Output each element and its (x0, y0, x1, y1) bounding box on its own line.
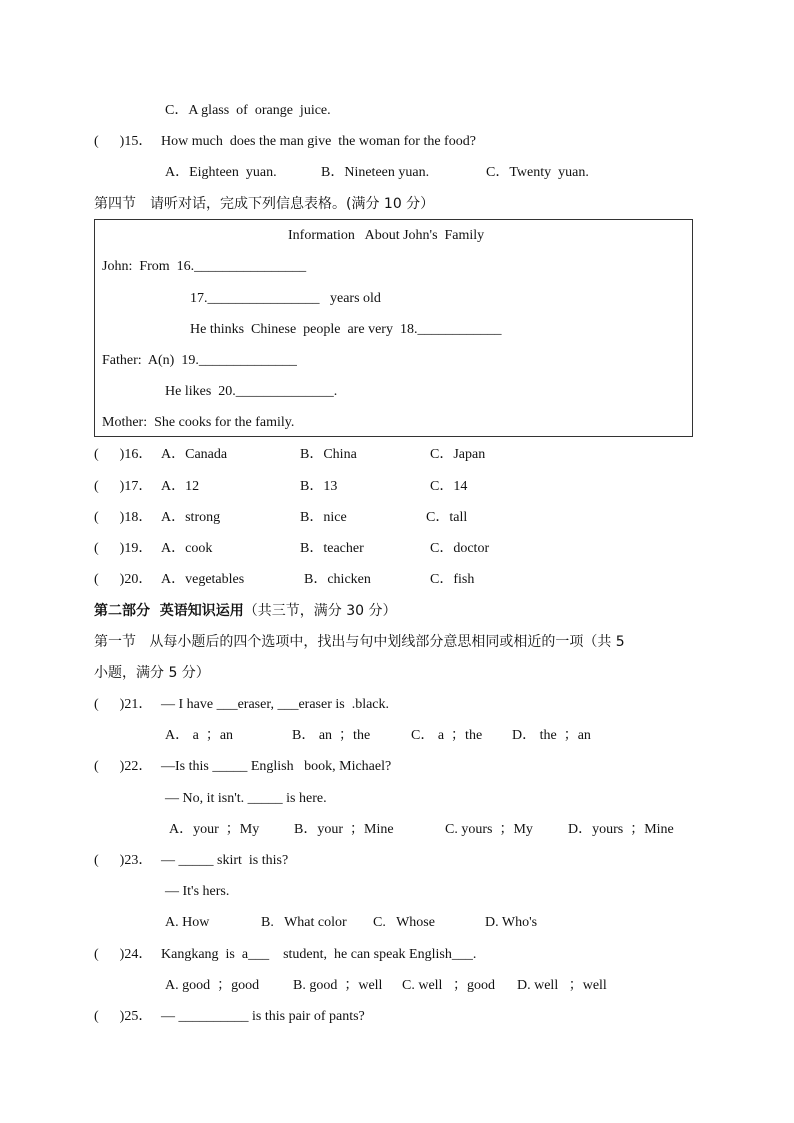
q23-option-a: A. How (165, 915, 210, 930)
section4-title: 第四节 请听对话，完成下列信息表格。(满分 10 分） (94, 196, 435, 212)
q21-question: — I have ___eraser, ___eraser is .black. (161, 697, 390, 712)
q18-option-b: B．nice (300, 510, 347, 525)
info-table-title: Information About John's Family (288, 228, 485, 243)
info-line-chinese-people: He thinks Chinese people are very 18.____________ (190, 322, 502, 337)
q23-option-b: B. What color (261, 915, 347, 930)
q15-paren: ( )15． (94, 134, 153, 149)
q24-option-a: A. good ；good (165, 978, 260, 993)
q24-paren: ( )24． (94, 947, 153, 962)
q16-option-c: C．Japan (430, 447, 486, 462)
q24-option-d: D. well ；well (517, 978, 607, 993)
info-line-mother: Mother: She cooks for the family. (102, 415, 295, 430)
q24-question: Kangkang is a___ student, he can speak English___. (161, 947, 477, 962)
q24-option-c: C. well ；good (402, 978, 495, 993)
q18-option-a: A．strong (161, 510, 221, 525)
q20-option-b: B．chicken (304, 572, 371, 587)
q19-option-a: A．cook (161, 541, 213, 556)
q22-option-d: D．yours ；Mine (568, 822, 674, 837)
q25-paren: ( )25． (94, 1009, 153, 1024)
q22-option-b: B．your ；Mine (294, 822, 394, 837)
q23-option-d: D. Who's (485, 915, 538, 930)
q17-option-c: C．14 (430, 479, 468, 494)
part2-title-suffix: （共三节，满分 30 分） (243, 603, 397, 619)
q15-option-c: C．Twenty yuan. (486, 165, 589, 180)
q16-option-a: A．Canada (161, 447, 228, 462)
info-line-likes: He likes 20.______________. (165, 384, 338, 399)
q22-response: — No, it isn't. _____ is here. (165, 791, 327, 806)
q21-option-d: D． the ；an (512, 728, 591, 743)
q16-option-b: B．China (300, 447, 357, 462)
q15-option-b: B．Nineteen yuan. (321, 165, 430, 180)
q21-option-c: C． a ；the (411, 728, 483, 743)
q19-option-c: C．doctor (430, 541, 490, 556)
q19-option-b: B．teacher (300, 541, 364, 556)
info-line-father: Father: A(n) 19.______________ (102, 353, 297, 368)
section1-instructions-line2: 小题，满分 5 分） (94, 665, 210, 681)
info-line-john-from: John: From 16.________________ (102, 259, 307, 274)
q14-option-c: C．A glass of orange juice. (165, 103, 331, 118)
part2-title-main: 第二部分 英语知识运用 (94, 603, 244, 619)
q19-paren: ( )19． (94, 541, 153, 556)
q23-option-c: C. Whose (373, 915, 435, 930)
q23-paren: ( )23． (94, 853, 153, 868)
q22-option-c: C. yours ；My (445, 822, 533, 837)
q25-question: — __________ is this pair of pants? (161, 1009, 365, 1024)
q17-paren: ( )17． (94, 479, 153, 494)
q16-paren: ( )16． (94, 447, 153, 462)
q23-question: — _____ skirt is this? (161, 853, 289, 868)
part2-title (94, 602, 396, 620)
q15-option-a: A．Eighteen yuan. (165, 165, 277, 180)
q20-option-a: A．vegetables (161, 572, 245, 587)
q23-response: — It's hers. (165, 884, 230, 899)
q22-paren: ( )22． (94, 759, 153, 774)
q24-option-b: B. good ；well (293, 978, 383, 993)
q22-question: —Is this _____ English book, Michael? (161, 759, 392, 774)
q21-option-b: B． an ；the (292, 728, 371, 743)
q21-option-a: A． a ；an (165, 728, 234, 743)
q15-question: How much does the man give the woman for the food? (161, 134, 476, 149)
q22-option-a: A．your ；My (169, 822, 260, 837)
q17-option-b: B．13 (300, 479, 338, 494)
q18-option-c: C．tall (426, 510, 468, 525)
q18-paren: ( )18． (94, 510, 153, 525)
section1-instructions-line1: 第一节 从每小题后的四个选项中，找出与句中划线部分意思相同或相近的一项（共 5 (94, 634, 625, 650)
q17-option-a: A．12 (161, 479, 200, 494)
q21-paren: ( )21． (94, 697, 153, 712)
q20-option-c: C．fish (430, 572, 475, 587)
info-line-age: 17.________________ years old (190, 291, 381, 306)
q20-paren: ( )20． (94, 572, 153, 587)
